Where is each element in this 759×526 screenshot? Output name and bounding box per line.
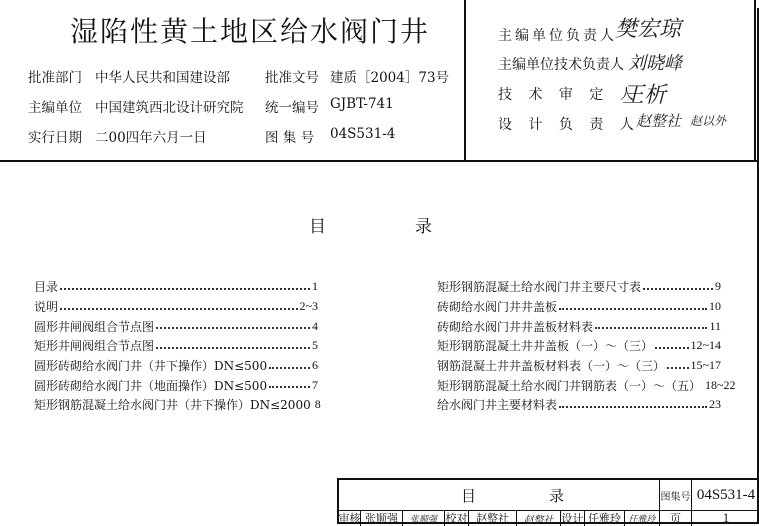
toc-entry-page: 11	[709, 318, 721, 333]
effective-date-label: 实行日期	[28, 130, 82, 146]
atlas-no-value: 04S531-4	[330, 126, 396, 142]
toc-entry-page: 4	[312, 318, 318, 333]
design-signature: 任雅玲	[625, 510, 660, 526]
toc-entry-label: 钢筋混凝土井井盖板材料表（一）～（三）	[437, 359, 666, 374]
check-signature: 赵整社	[517, 510, 561, 526]
leader-dots	[60, 300, 297, 310]
sheet-title-right: 录	[549, 487, 565, 505]
toc-entry[interactable]	[437, 297, 721, 317]
toc-entry[interactable]	[34, 395, 321, 415]
toc-entry-label: 圆形井闸阀组合节点图	[34, 319, 155, 334]
approval-dept-value: 中华人民共和国建设部	[95, 70, 230, 86]
toc-entry-label: 目录	[34, 280, 59, 295]
leader-dots	[655, 339, 688, 349]
toc-entry-label: 说明	[34, 300, 59, 315]
toc-right-column	[437, 277, 736, 415]
page-label: 页	[660, 510, 692, 526]
toc-entry-label: 圆形砖砌给水阀门井（井下操作）DN≤500	[34, 359, 268, 374]
toc-entry[interactable]	[437, 316, 721, 336]
toc-entry-page: 10	[709, 299, 721, 314]
toc-entry-label: 矩形钢筋混凝土井井盖板（一）～（三）	[437, 339, 654, 354]
toc-entry[interactable]	[34, 316, 318, 336]
drawing-set-title: 湿陷性黄土地区给水阀门井	[70, 15, 431, 48]
toc-entry[interactable]	[437, 375, 736, 395]
title-block-row-1	[339, 480, 758, 511]
toc-entry-page: 18~22	[705, 377, 736, 392]
toc-left-column	[34, 277, 321, 415]
atlas-no-cell: 04S531-4	[696, 486, 756, 503]
unified-no-label: 统一编号	[265, 100, 319, 116]
leader-dots	[643, 280, 713, 290]
signatory-role: 主编单位技术负责人	[498, 57, 624, 73]
approval-dept-label: 批准部门	[28, 70, 82, 86]
toc-entry[interactable]	[34, 356, 318, 376]
toc-entry-page: 5	[312, 338, 318, 353]
toc-entry[interactable]	[34, 375, 318, 395]
header-bottom-rule	[0, 160, 757, 162]
signature: 刘晓峰	[628, 53, 682, 74]
toc-entry-label: 矩形钢筋混凝土给水阀门井（井下操作）DN≤2000	[34, 398, 311, 413]
toc-heading-left: 目	[309, 217, 326, 237]
design-label: 设计	[561, 512, 584, 525]
toc-entry-page: 9	[715, 279, 721, 294]
toc-entry[interactable]	[34, 336, 318, 356]
leader-dots	[559, 300, 707, 310]
signature: 王析	[622, 83, 667, 108]
atlas-no-label: 图 集 号	[265, 130, 315, 146]
leader-dots	[595, 319, 707, 329]
toc-entry-label: 给水阀门井主要材料表	[437, 398, 558, 413]
header-divider	[464, 0, 466, 162]
toc-entry-page: 6	[312, 358, 318, 373]
signatory-role: 设 计 负 责 人	[498, 117, 640, 133]
toc-entry-label: 砖砌给水阀门井井盖板材料表	[437, 319, 594, 334]
toc-entry[interactable]	[34, 277, 318, 297]
signature-box-right-border	[754, 0, 756, 162]
toc-entry-page: 7	[312, 377, 318, 392]
chief-unit-value: 中国建筑西北设计研究院	[95, 100, 244, 116]
leader-dots	[559, 398, 707, 408]
toc-entry-page: 23	[709, 397, 721, 412]
chief-unit-label: 主编单位	[28, 100, 82, 116]
toc-entry[interactable]	[34, 297, 318, 317]
leader-dots	[156, 339, 310, 349]
toc-entry[interactable]	[437, 395, 721, 415]
leader-dots	[269, 359, 310, 369]
leader-dots	[269, 378, 310, 388]
leader-dots	[60, 280, 310, 290]
title-block	[337, 478, 758, 524]
leader-dots	[156, 319, 310, 329]
check-label: 校对	[445, 512, 468, 525]
leader-dots	[667, 359, 688, 369]
signature: 赵整社	[636, 112, 682, 130]
toc-entry[interactable]	[437, 356, 721, 376]
toc-entry-label: 砖砌给水阀门井井盖板	[437, 300, 558, 315]
review-label: 审核	[339, 512, 361, 525]
check-name: 赵整社	[469, 510, 517, 526]
design-name: 任雅玲	[585, 510, 625, 526]
sheet-title-left: 目	[461, 487, 477, 505]
approval-doc-label: 批准文号	[265, 70, 319, 86]
unified-no-value: GJBT-741	[330, 96, 394, 112]
review-signature: 张顺强	[403, 510, 445, 526]
approval-doc-value: 建质［2004］73号	[330, 70, 450, 86]
atlas-label-cell: 图集号	[660, 480, 692, 510]
toc-entry-page: 8	[314, 397, 321, 412]
toc-entry[interactable]	[437, 336, 721, 356]
signatory-role: 主编单位负责人	[498, 28, 617, 44]
toc-entry-label: 圆形砖砌给水阀门井（地面操作）DN≤500	[34, 378, 268, 393]
toc-entry-page: 15~17	[690, 358, 721, 373]
toc-entry-label: 矩形井闸阀组合节点图	[34, 339, 155, 354]
signatory-role: 技 术 审 定 人	[498, 87, 640, 103]
sheet-title-cell	[339, 480, 660, 510]
toc-entry-label: 矩形钢筋混凝土给水阀门井主要尺寸表	[437, 280, 642, 295]
effective-date-value: 二00四年六月一日	[95, 130, 207, 146]
toc-entry-page: 2~3	[299, 299, 318, 314]
toc-heading-right: 录	[415, 217, 432, 237]
toc-entry-label: 矩形钢筋混凝土给水阀门井钢筋表（一）～（五）	[437, 378, 702, 393]
toc-entry-page: 1	[312, 279, 318, 294]
page-number: 1	[722, 510, 730, 525]
toc-entry-page: 12~14	[690, 338, 721, 353]
review-name: 张顺强	[361, 510, 403, 526]
toc-entry[interactable]	[437, 277, 721, 297]
signature: 赵以外	[690, 114, 727, 128]
signature: 樊宏琼	[615, 17, 682, 42]
